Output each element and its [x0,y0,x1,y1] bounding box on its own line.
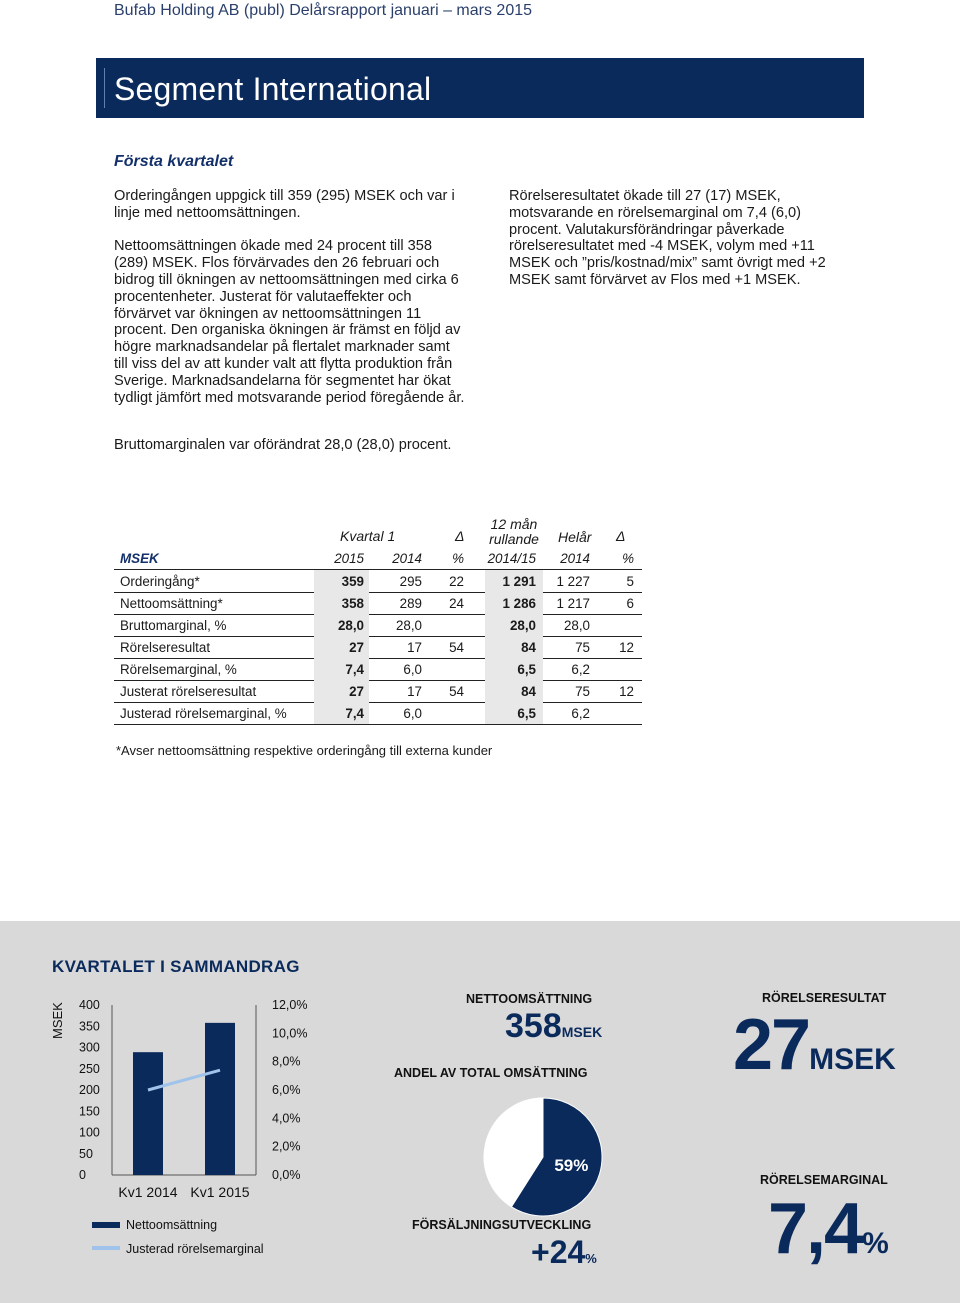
document-header: Bufab Holding AB (publ) Delårsrapport januari – mars 2015 [114,2,533,19]
cell: 289 [399,596,422,611]
header-delta-1: Δ [455,528,465,544]
cell: 12 [619,684,634,699]
y-tick-label: 50 [79,1146,93,1161]
table-header-row [114,547,642,570]
op-result-value: 27 [733,1005,810,1085]
cell: 84 [521,684,536,699]
y-axis-label: MSEK [50,1002,65,1039]
section-banner [96,58,864,118]
y-tick-label: 100 [79,1125,100,1140]
table-row [114,592,642,615]
header-rolling-line1: 12 mån [490,516,538,532]
cell: 22 [449,574,464,589]
cell: 5 [626,574,634,589]
header-c4: 2014/15 [487,551,536,566]
cell: 17 [407,640,422,655]
cell: 295 [399,574,422,589]
row-label: Rörelseresultat [120,640,211,655]
cell: 7,4 [345,706,364,721]
bar-1 [133,1052,163,1175]
cell: 75 [575,684,590,699]
y2-tick-label: 10,0% [272,1026,308,1041]
header-c2: 2014 [392,551,422,566]
y2-tick-label: 6,0% [272,1083,301,1097]
header-unit: MSEK [120,551,159,566]
net-sales-value: 358 [505,1007,562,1045]
row-label: Justerad rörelsemarginal, % [120,706,287,721]
x-tick-label: Kv1 2015 [190,1184,250,1200]
cell: 27 [349,640,364,655]
header-c5: 2014 [560,551,590,566]
cell: 28,0 [337,618,364,633]
cell: 28,0 [395,618,422,633]
y2-tick-label: 0,0% [272,1168,301,1182]
growth-label: FÖRSÄLJNINGSUTVECKLING [412,1218,592,1232]
legend-margin: Justerad rörelsemarginal [126,1242,264,1256]
y2-tick-label: 4,0% [272,1111,301,1126]
summary-title: KVARTALET I SAMMANDRAG [52,957,300,976]
table-footnote: *Avser nettoomsättning respektive orderingång till externa kunder [116,743,493,758]
page-title: Segment International [114,71,432,107]
header-c1: 2015 [334,551,364,566]
row-label: Nettoomsättning* [120,596,223,611]
x-tick-label: Kv1 2014 [118,1184,178,1200]
row-label: Rörelsemarginal, % [120,662,237,677]
summary-panel [0,921,960,1303]
cell: 6,2 [571,662,590,677]
growth-unit: % [585,1251,597,1266]
cell: 358 [341,596,364,611]
table-row [114,680,642,703]
bar-2 [205,1023,235,1175]
section-title: Första kvartalet [114,153,234,170]
pie-slice-label: 59% [554,1156,589,1176]
cell: 54 [449,640,464,655]
paragraph-order-intake: Orderingången uppgick till 359 (295) MSEK och var i linje med nettoomsättningen. [114,188,455,221]
op-margin-figure [768,1187,889,1271]
y2-tick-label: 2,0% [272,1139,301,1154]
cell: 84 [521,640,536,655]
cell: 6,0 [403,662,422,677]
financial-table [114,515,642,725]
share-label: ANDEL AV TOTAL OMSÄTTNING [394,1066,588,1080]
net-sales-label: NETTOOMSÄTTNING [466,992,593,1006]
y-tick-label: 150 [79,1104,100,1119]
right-column [509,188,849,306]
y-tick-label: 400 [79,998,100,1012]
cell: 24 [449,596,464,611]
cell: 7,4 [345,662,364,677]
op-result-label: RÖRELSERESULTAT [762,991,887,1005]
y-tick-label: 350 [79,1019,100,1034]
legend-net-sales: Nettoomsättning [126,1218,218,1232]
cell: 6 [626,596,634,611]
op-result-figure [733,1005,896,1085]
header-rolling [486,517,542,547]
cell: 6,2 [571,706,590,721]
cell: 6,5 [517,706,536,721]
y-tick-label: 200 [79,1083,100,1097]
y2-tick-label: 12,0% [272,998,308,1012]
cell: 17 [407,684,422,699]
cell: 1 291 [502,574,536,589]
header-rolling-line2: rullande [489,531,539,547]
cell: 27 [349,684,364,699]
row-label: Orderingång* [120,574,200,589]
cell: 1 227 [556,574,590,589]
op-margin-label: RÖRELSEMARGINAL [760,1173,888,1187]
cell: 1 217 [556,596,590,611]
y-tick-label: 300 [79,1040,100,1055]
header-c6: % [622,551,634,566]
header-quarter: Kvartal 1 [340,528,396,544]
row-label: Justerat rörelseresultat [120,684,257,699]
net-sales-unit: MSEK [561,1024,603,1040]
legend-swatch-net-sales [92,1222,120,1228]
paragraph-gross-margin: Bruttomarginalen var oförändrat 28,0 (28,0) procent. [114,437,452,453]
header-delta-2: Δ [616,528,626,544]
table-row [114,658,642,681]
cell: 6,5 [517,662,536,677]
row-label: Bruttomarginal, % [120,618,227,633]
cell: 54 [449,684,464,699]
cell: 12 [619,640,634,655]
table-row [114,702,642,725]
cell: 1 286 [502,596,536,611]
growth-value: +24 [531,1234,586,1270]
growth-figure [531,1234,597,1271]
table-row [114,570,642,593]
y-tick-label: 0 [79,1168,86,1182]
table-row [114,614,642,637]
cell: 6,0 [403,706,422,721]
paragraph-operating-result: Rörelseresultatet ökade till 27 (17) MSEK, motsvarande en rörelsemarginal om 7,4 (6,0) procent. Valutakursförändringar påverkade rörelseresultatet med -4 MSEK, volym med +11 MSEK och ”pris/kostnad/mix” samt övrigt med +2 MSEK samt förvärvet av Flos med +1 MSEK. [509,188,826,288]
cell: 28,0 [509,618,536,633]
table-row [114,636,642,659]
cell: 28,0 [563,618,590,633]
header-c3: % [452,551,464,566]
net-sales-figure [505,1007,602,1046]
header-full-year: Helår [558,529,592,545]
y-tick-label: 250 [79,1061,100,1076]
cell: 359 [341,574,364,589]
op-margin-unit: % [862,1227,889,1260]
banner-rule [104,68,105,108]
op-margin-value: 7,4 [768,1189,863,1269]
y2-tick-label: 8,0% [272,1054,301,1069]
op-result-unit: MSEK [809,1043,896,1076]
paragraph-net-sales: Nettoomsättningen ökade med 24 procent till 358 (289) MSEK. Flos förvärvades den 26 februari och bidrog till ökningen av nettoomsättningen med cirka 6 procentenheter. Justerat för valutaeffekter och förvärvet var ökningen av nettoomsättningen 11 procent. Den organiska ökningen är främst en följd av högre marknadsandelar på flertalet marknader samt till viss del av att kunder valt att flytta produktion från Sverige. Marknadsandelarna för segmentet har ökat tydligt jämfört med motsvarande period föregående år. [114,238,465,406]
left-column [114,188,466,423]
cell: 75 [575,640,590,655]
legend-swatch-margin [92,1246,120,1250]
